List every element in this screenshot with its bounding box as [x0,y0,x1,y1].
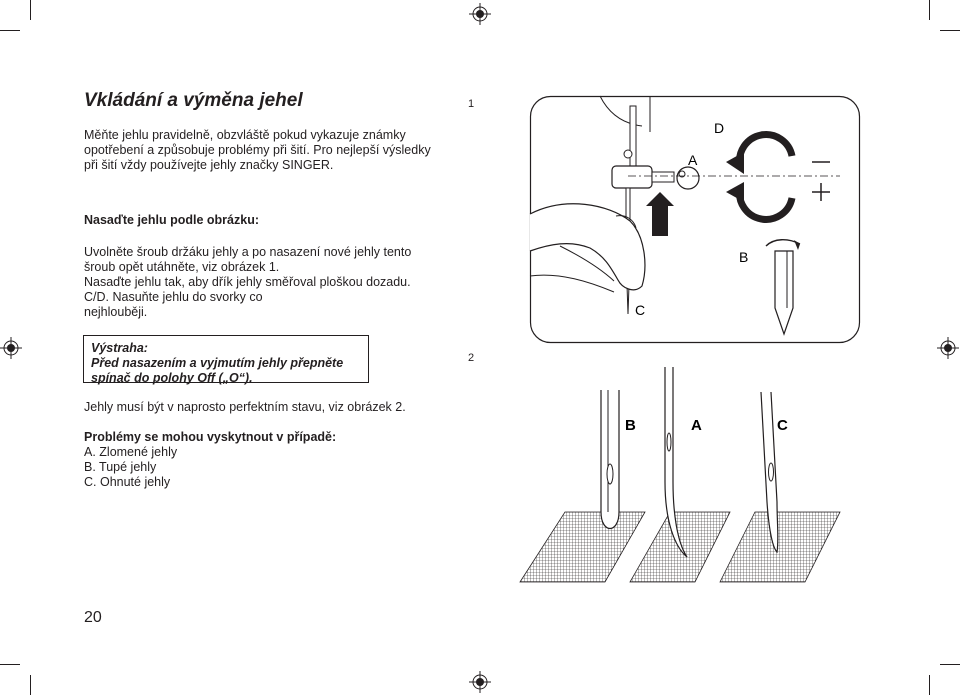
figure-2-label-c: C [777,417,788,434]
figure-2-needle-conditions [515,362,860,587]
figure-1-label-b: B [739,249,749,265]
problems-section [84,430,336,490]
crop-mark [929,675,930,695]
crop-mark [0,664,20,665]
figure-2-label-b: B [625,417,636,434]
crop-mark [940,664,960,665]
figure-2-number: 2 [468,352,475,364]
warning-box [83,335,369,383]
page-title: Vkládání a výměna jehel [84,90,303,111]
problem-item: B. Tupé jehly [84,460,157,474]
figure-1-label-d: D [714,120,725,136]
instructions-paragraph [84,245,411,320]
crop-mark [929,0,930,20]
warning-line: Výstraha: [91,341,148,355]
warning-line: Před nasazením a vyjmutím jehly přepněte [91,356,344,370]
intro-line: Měňte jehlu pravidelně, obzvláště pokud vykazuje známky [84,128,406,142]
crop-mark [30,0,31,20]
figure-2-label-a: A [691,417,702,434]
intro-paragraph [84,128,431,173]
warning-line: spínač do polohy Off („O“). [91,371,253,385]
instruction-line: Nasaďte jehlu tak, aby dřík jehly směřoval ploškou dozadu. [84,275,411,289]
instruction-line: C/D. Nasuňte jehlu do svorky co [84,290,263,304]
instruction-line: šroub opět utáhněte, viz obrázek 1. [84,260,280,274]
registration-mark-right [937,337,959,359]
subheading: Nasaďte jehlu podle obrázku: [84,213,259,227]
page-number: 20 [84,609,102,626]
crop-mark [30,675,31,695]
registration-mark-left [0,337,22,359]
figure-1-number: 1 [468,98,475,110]
registration-mark-bottom [469,671,491,693]
figure-1-needle-insertion [530,96,860,344]
condition-text: Jehly musí být v naprosto perfektním stavu, viz obrázek 2. [84,400,406,414]
problems-heading: Problémy se mohou vyskytnout v případě: [84,430,337,444]
registration-mark-top [469,3,491,25]
instruction-line: Uvolněte šroub držáku jehly a po nasazení nové jehly tento [84,245,412,259]
intro-line: opotřebení a způsobuje problémy při šití. Pro nejlepší výsledky [84,143,431,157]
problem-item: A. Zlomené jehly [84,445,178,459]
figure-1-label-a: A [688,152,698,168]
instruction-line: nejhlouběji. [84,305,148,319]
intro-line: při šití vždy používejte jehly značky SINGER. [84,158,334,172]
crop-mark [0,30,20,31]
crop-mark [940,30,960,31]
problem-item: C. Ohnuté jehly [84,475,171,489]
figure-1-label-c: C [635,302,646,318]
